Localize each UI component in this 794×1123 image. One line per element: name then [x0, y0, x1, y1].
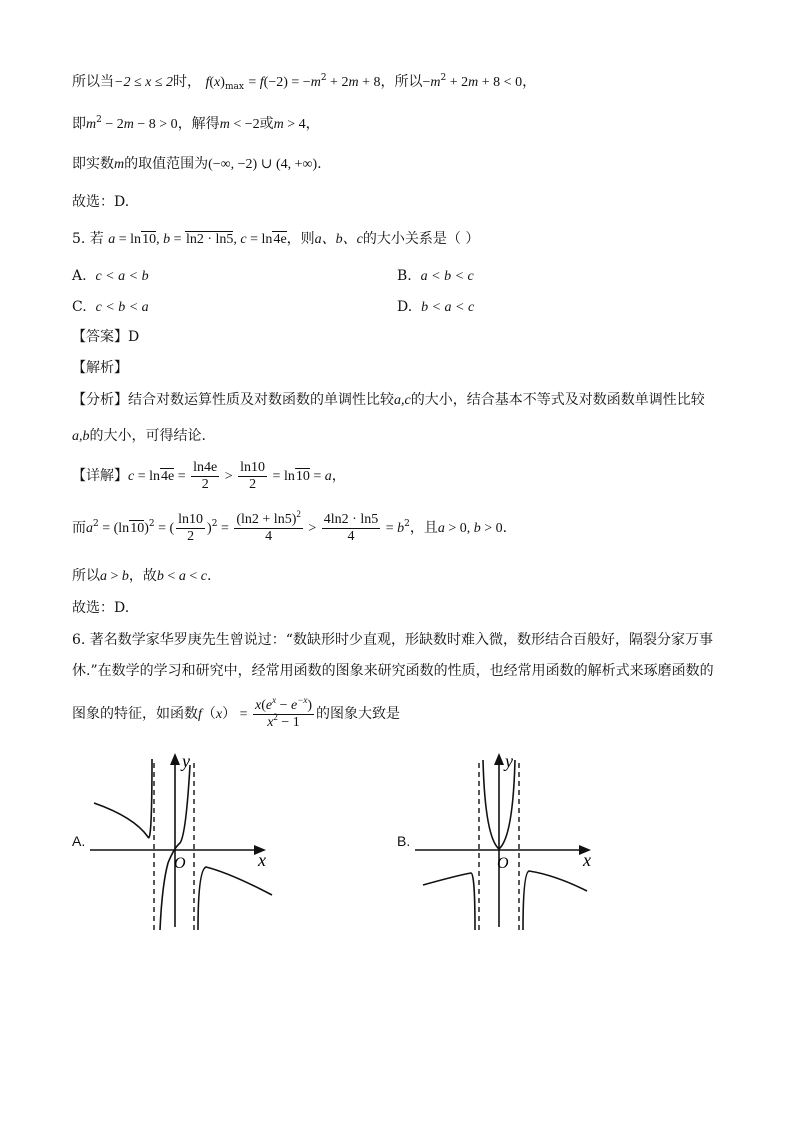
option-letter: B.: [397, 268, 412, 284]
text: 即实数: [72, 156, 114, 172]
text: 所以: [72, 568, 100, 584]
text: 或: [259, 116, 274, 132]
graph-a: [90, 745, 280, 935]
option-letter: A.: [72, 268, 87, 284]
text: 图象的特征，如函数: [72, 706, 198, 722]
choose-d-line: 故选：D.: [72, 194, 130, 210]
q5-abc: a、b、c: [314, 232, 363, 247]
q5-comma: ，则: [286, 231, 315, 247]
solution-line-1: 所以当−2 ≤ x ≤ 2时， $f(x)_{max} = f(-2) = -m^2 + 2m + 8$，所以$-m^2 + 2m + 8 < 0$，: [72, 73, 537, 92]
text: a,c: [394, 393, 411, 408]
option-d: [397, 297, 474, 318]
option-expr: c < b < a: [95, 300, 149, 315]
option-letter: C.: [72, 299, 87, 315]
detail-line-2: 而$a^2 = (\ln 10)^2$ = ( $\frac{\ln 10}{2}$ )$^2$ = $\frac{(\ln 2 + \ln 5)^2}{4}$ > $\frac{4\ln 2 \cdot \ln 5}{4}$ = $b^2$，且a > 0, b > 0.: [72, 508, 508, 544]
detail-line-3: 所以a > b，故b < a < c.: [72, 568, 212, 584]
curve-left: [94, 759, 152, 838]
question-5: 5. 若 a = ln10, b = ln2 · ln5, c = ln4e，则a、b、c的大小关系是（ ）: [72, 231, 480, 247]
text: 的大小，可得结论.: [89, 428, 206, 444]
text: a,b: [72, 429, 90, 444]
detail-tag: 【详解】: [72, 468, 128, 484]
option-c: [72, 297, 149, 318]
text: .: [502, 520, 508, 536]
option-b: [397, 266, 474, 287]
text: .: [206, 568, 212, 584]
question-6-line-3: 图象的特征，如函数f（x） = $\frac{x(e^x - e^{-x})}{x^2 - 1}$ 的图象大致是: [72, 694, 400, 730]
answer-value: D: [128, 329, 140, 345]
text: 即: [72, 116, 86, 132]
text: 的图象大致是: [316, 706, 400, 722]
option-expr: c < a < b: [95, 269, 149, 284]
y-label: y: [182, 751, 190, 771]
option-expr: a < b < c: [420, 269, 474, 284]
origin-label: O: [174, 855, 186, 872]
text: .: [317, 156, 322, 172]
detail-line-1: 【详解】c = ln4e = $\frac{\ln 4e}{2}$ > $\frac{\ln 10}{2}$ = ln10 = a，: [72, 459, 346, 492]
answer-line: [72, 327, 139, 347]
text: 的大小，结合基本不等式及对数函数单调性比较: [410, 392, 705, 408]
graph-b-label: B.: [397, 833, 411, 849]
text: ，: [305, 116, 320, 132]
answer-tag: 【答案】: [72, 329, 128, 345]
choose-d-line-2: 故选：D.: [72, 600, 130, 616]
q5-suffix: 的大小关系是（ ）: [362, 231, 480, 247]
curve-right: [523, 871, 587, 930]
text: ，所以: [380, 74, 423, 90]
q5-prefix: 5. 若: [72, 231, 104, 247]
jiexi-tag: 【解析】: [72, 360, 128, 376]
analysis-line-1: [72, 390, 705, 411]
text: 时，: [173, 74, 202, 90]
text: ，故: [128, 568, 157, 584]
analysis-line-2: [72, 426, 206, 447]
graph-a-label: A.: [72, 833, 86, 849]
option-letter: D.: [397, 299, 413, 315]
text: ，解得: [177, 116, 220, 132]
analysis-tag: 【分析】: [72, 392, 128, 408]
text: 所以当: [72, 74, 114, 90]
y-label: y: [505, 751, 513, 771]
option-a: [72, 266, 149, 287]
origin-label: O: [497, 855, 509, 872]
solution-line-2: 即$m^2 - 2m - 8 > 0$，解得m < −2或m > 4，: [72, 115, 320, 132]
graph-b: [415, 745, 605, 935]
x-label: x: [258, 850, 266, 870]
text: ，且: [409, 520, 438, 536]
curve-right: [198, 867, 272, 930]
y-arrow-icon: [170, 753, 180, 765]
question-6-line-2: 休.”在数学的学习和研究中，经常用函数的图象来研究函数的性质，也经常用函数的解析式来琢磨函数的: [72, 663, 714, 679]
text: ，: [522, 74, 537, 90]
solution-line-3: 即实数m的取值范围为(−∞, −2) ∪ (4, +∞).: [72, 156, 322, 172]
text: 结合对数运算性质及对数函数的单调性比较: [128, 392, 394, 408]
y-arrow-icon: [494, 753, 504, 765]
question-6-line-1: 6. 著名数学家华罗庚先生曾说过：“数缺形时少直观，形缺数时难入微，数形结合百般好，隔裂分家万事: [72, 632, 713, 648]
curve-left: [423, 873, 475, 930]
text: 的取值范围为: [124, 156, 209, 172]
option-expr: b < a < c: [421, 300, 475, 315]
x-label: x: [583, 850, 591, 870]
text: 而: [72, 520, 86, 536]
